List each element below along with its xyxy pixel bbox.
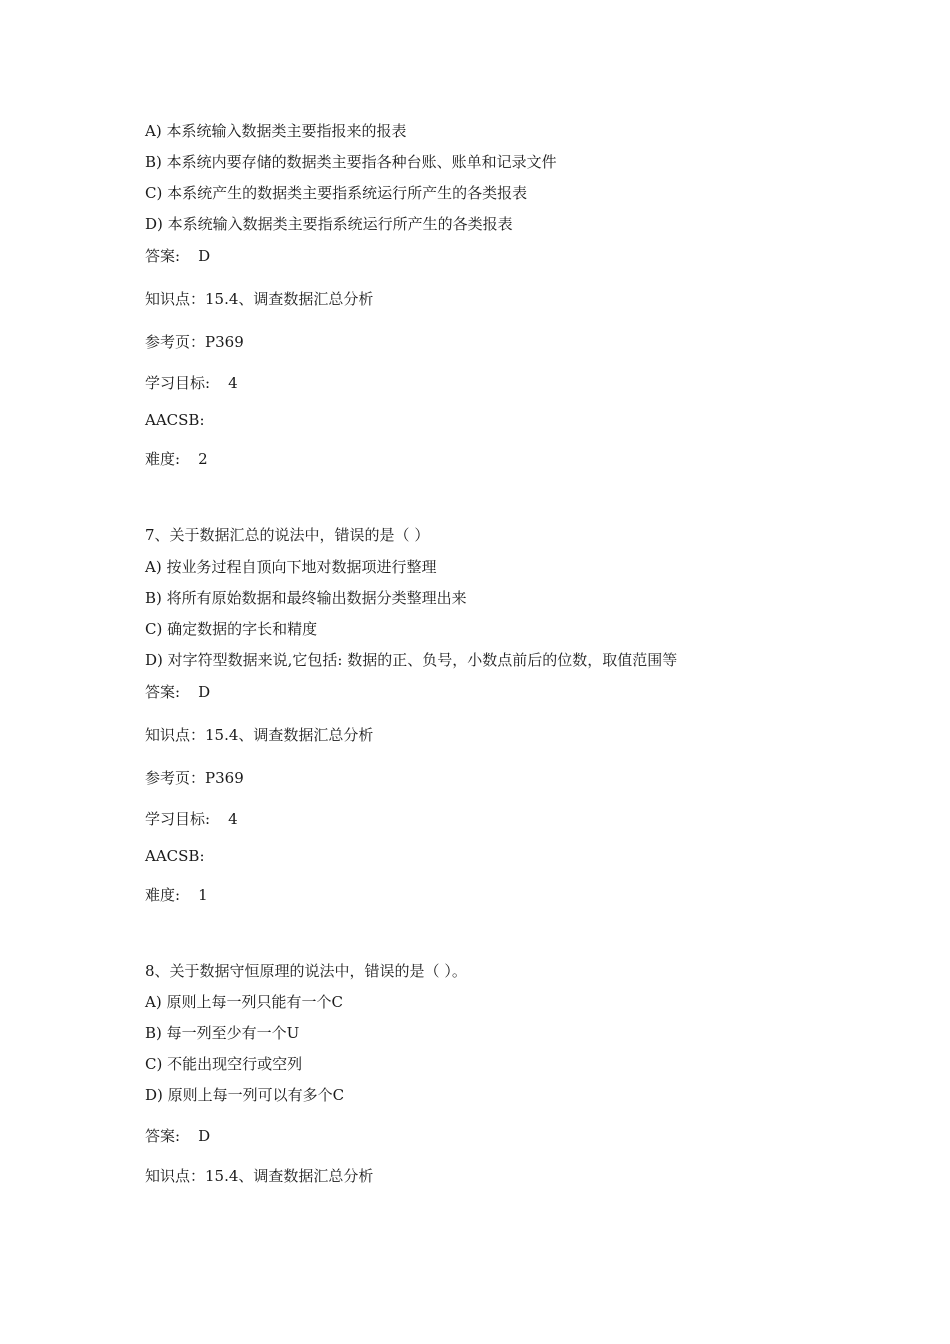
q6-goal-label: 学习目标: xyxy=(145,374,211,392)
q8-answer-value: D xyxy=(198,1127,211,1145)
q7-question: 7、关于数据汇总的说法中，错误的是（ ） xyxy=(145,526,430,544)
q8-answer-line xyxy=(145,1126,210,1146)
q7-knowledge-label: 知识点： xyxy=(145,726,206,744)
q7-difficulty-label: 难度: xyxy=(145,886,181,904)
q6-answer-label: 答案: xyxy=(145,247,181,265)
q6-knowledge-label: 知识点： xyxy=(145,290,206,308)
q7-option-c: C) 确定数据的字长和精度 xyxy=(145,620,318,638)
q7-answer-label: 答案: xyxy=(145,683,181,701)
q7-option-d: D) 对字符型数据来说,它包括: 数据的正、负号，小数点前后的位数，取值范围等 xyxy=(145,651,678,669)
q6-answer-value: D xyxy=(198,247,211,265)
document-page xyxy=(145,0,925,1344)
q6-option-c: C) 本系统产生的数据类主要指系统运行所产生的各类报表 xyxy=(145,184,528,202)
q8-answer-label: 答案: xyxy=(145,1127,181,1145)
q6-aacsb-line xyxy=(145,410,205,430)
q6-option-d: D) 本系统输入数据类主要指系统运行所产生的各类报表 xyxy=(145,215,513,233)
q6-page-line xyxy=(145,332,244,352)
q7-answer-line xyxy=(145,682,210,702)
q7-option-a: A) 按业务过程自顶向下地对数据项进行整理 xyxy=(145,558,437,576)
q8-knowledge-value: 15.4、调查数据汇总分析 xyxy=(205,1167,374,1185)
q6-knowledge-line xyxy=(145,289,373,309)
q8-knowledge-line xyxy=(145,1166,373,1186)
q7-goal-line xyxy=(145,809,238,829)
q6-page-value: P369 xyxy=(205,333,244,351)
q7-goal-label: 学习目标: xyxy=(145,810,211,828)
q6-difficulty-label: 难度: xyxy=(145,450,181,468)
q8-option-a: A) 原则上每一列只能有一个C xyxy=(145,993,343,1011)
q8-option-c: C) 不能出现空行或空列 xyxy=(145,1055,303,1073)
q7-aacsb-label: AACSB: xyxy=(145,847,205,865)
q6-goal-line xyxy=(145,373,238,393)
q8-option-b: B) 每一列至少有一个U xyxy=(145,1024,300,1042)
q6-knowledge-value: 15.4、调查数据汇总分析 xyxy=(205,290,374,308)
q6-difficulty-value: 2 xyxy=(198,450,208,468)
q6-difficulty-line xyxy=(145,449,208,469)
q6-aacsb-label: AACSB: xyxy=(145,411,205,429)
q6-option-b: B) 本系统内要存储的数据类主要指各种台账、账单和记录文件 xyxy=(145,153,557,171)
q7-difficulty-line xyxy=(145,885,208,905)
q6-goal-value: 4 xyxy=(228,374,238,392)
q7-page-value: P369 xyxy=(205,769,244,787)
q7-goal-value: 4 xyxy=(228,810,238,828)
q6-option-a: A) 本系统输入数据类主要指报来的报表 xyxy=(145,122,407,140)
q7-page-line xyxy=(145,768,244,788)
q8-question: 8、关于数据守恒原理的说法中，错误的是（ ）。 xyxy=(145,962,467,980)
q7-answer-value: D xyxy=(198,683,211,701)
q7-knowledge-line xyxy=(145,725,373,745)
q8-option-d: D) 原则上每一列可以有多个C xyxy=(145,1086,345,1104)
q7-aacsb-line xyxy=(145,846,205,866)
q8-knowledge-label: 知识点： xyxy=(145,1167,206,1185)
q6-answer-line xyxy=(145,246,210,266)
q7-difficulty-value: 1 xyxy=(198,886,208,904)
q7-page-label: 参考页： xyxy=(145,769,206,787)
q7-option-b: B) 将所有原始数据和最终输出数据分类整理出来 xyxy=(145,589,467,607)
q6-page-label: 参考页： xyxy=(145,333,206,351)
q7-knowledge-value: 15.4、调查数据汇总分析 xyxy=(205,726,374,744)
